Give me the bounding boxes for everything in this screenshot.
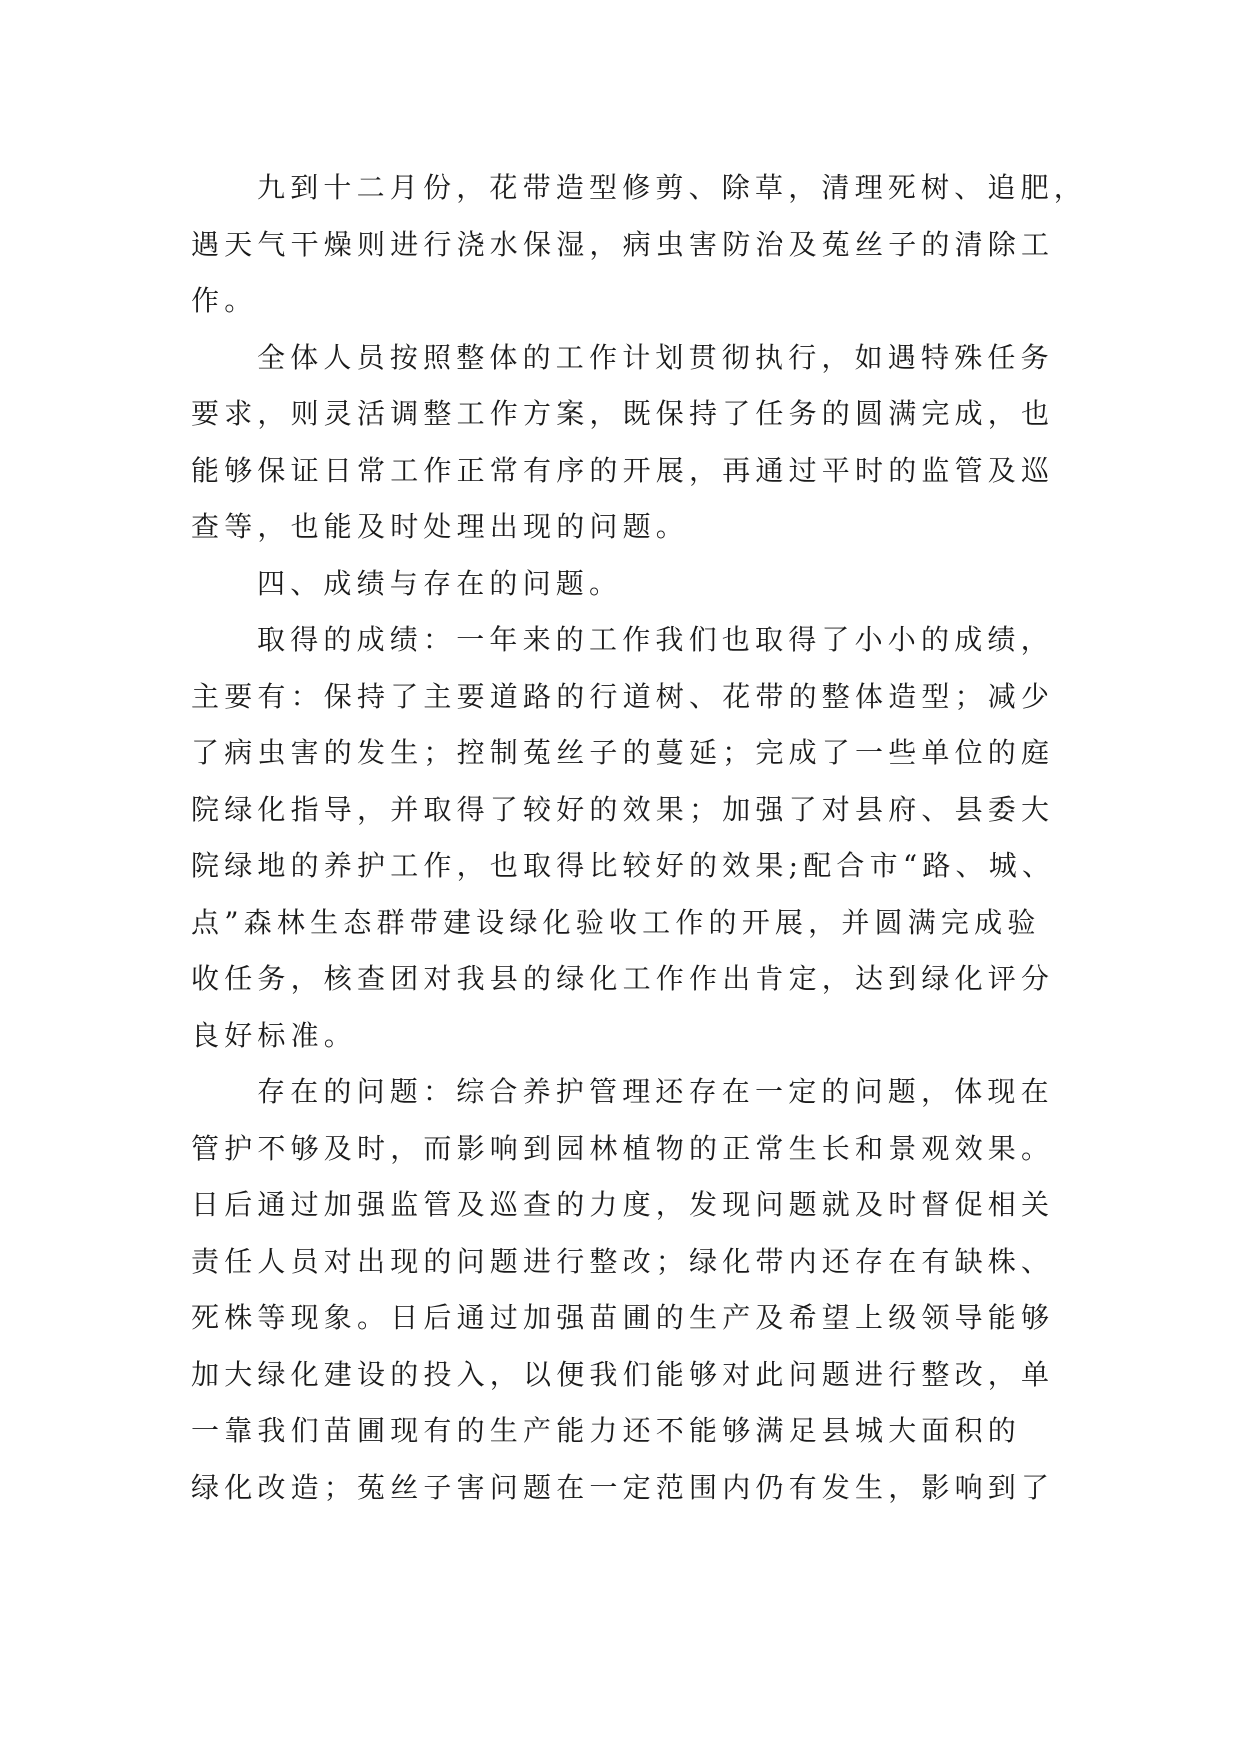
text-line: 点”森林生态群带建设绿化验收工作的开展，并圆满完成验 (191, 905, 1041, 939)
paragraph-work-plan (191, 330, 1055, 556)
text-line: 作。 (191, 284, 258, 317)
paragraph-december-work (191, 160, 1088, 330)
document-body (191, 160, 1088, 1516)
text-line: 良好标准。 (191, 1018, 358, 1052)
text-line: 一靠我们苗圃现有的生产能力还不能够满足县城大面积的 (191, 1414, 1022, 1447)
section-heading-achievements-issues (191, 556, 1051, 613)
text-line: 了病虫害的发生；控制菟丝子的蔓延；完成了一些单位的庭 (191, 736, 1055, 769)
text-line: 日后通过加强监管及巡查的力度，发现问题就及时督促相关 (191, 1188, 1055, 1221)
text-line: 院绿地的养护工作，也取得比较好的效果;配合市“路、城、 (191, 849, 1056, 882)
text-line: 取得的成绩：一年来的工作我们也取得了小小的成绩， (257, 623, 1054, 656)
paragraph-achievements (191, 612, 1056, 1064)
text-line: 收任务，核查团对我县的绿化工作作出肯定，达到绿化评分 (191, 962, 1055, 995)
text-line: 要求，则灵活调整工作方案，既保持了任务的圆满完成，也 (191, 397, 1055, 430)
text-line: 死株等现象。日后通过加强苗圃的生产及希望上级领导能够 (191, 1301, 1055, 1334)
text-line: 管护不够及时，而影响到园林植物的正常生长和景观效果。 (191, 1131, 1055, 1165)
text-line: 遇天气干燥则进行浇水保湿，病虫害防治及菟丝子的清除工 (191, 227, 1055, 261)
text-line: 院绿化指导，并取得了较好的效果；加强了对县府、县委大 (191, 792, 1055, 826)
section-heading: 四、成绩与存在的问题。 (257, 566, 623, 600)
text-line: 能够保证日常工作正常有序的开展，再通过平时的监管及巡 (191, 453, 1055, 487)
text-line: 绿化改造；菟丝子害问题在一定范围内仍有发生，影响到了 (191, 1470, 1055, 1504)
text-line: 存在的问题：综合养护管理还存在一定的问题，体现在 (257, 1075, 1054, 1108)
text-line: 九到十二月份，花带造型修剪、除草，清理死树、追肥， (257, 171, 1088, 204)
text-line: 全体人员按照整体的工作计划贯彻执行，如遇特殊任务 (257, 340, 1054, 374)
text-line: 查等，也能及时处理出现的问题。 (191, 510, 690, 543)
paragraph-existing-issues (191, 1064, 1055, 1516)
text-line: 加大绿化建设的投入，以便我们能够对此问题进行整改，单 (191, 1357, 1055, 1391)
text-line: 责任人员对出现的问题进行整改；绿化带内还存在有缺株、 (191, 1244, 1055, 1278)
text-line: 主要有：保持了主要道路的行道树、花带的整体造型；减少 (191, 679, 1055, 713)
